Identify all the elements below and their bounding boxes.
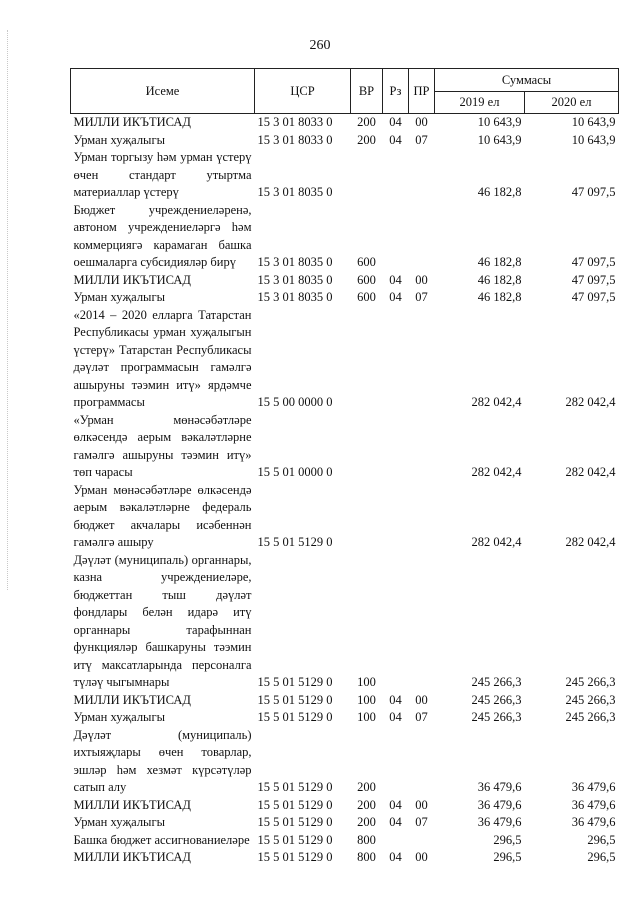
row-amount-2019: 282 042,4 — [471, 395, 522, 409]
header-vr: ВР — [351, 69, 383, 114]
table-row — [71, 797, 619, 815]
row-csr-code: 15 5 01 5129 0 — [257, 780, 333, 794]
row-pr-code: 07 — [415, 290, 428, 304]
row-csr-code: 15 5 01 0000 0 — [257, 465, 333, 479]
table-body — [71, 114, 619, 867]
row-name: Дәүләт (муниципаль) органнары, казна учреждениеләре, бюджеттан тыш дәүләт фондлары белән идарә итү органнары тарафыннан функцияләр башкаруны тәэмин итү максатларында персоналга түләү чыгымнары — [73, 552, 252, 689]
row-rz-code — [383, 202, 409, 272]
row-amount-2020: 47 097,5 — [571, 290, 616, 304]
row-rz-code: 04 — [389, 710, 402, 724]
row-rz-code — [383, 832, 409, 850]
row-vr-code — [351, 149, 383, 202]
row-vr-code: 100 — [357, 692, 376, 707]
row-vr-code: 100 — [357, 675, 376, 689]
table-row — [71, 289, 619, 307]
row-name: Урман хуҗалыгы — [73, 815, 165, 829]
table-row — [71, 482, 619, 552]
row-name: Башка бюджет ассигнованиеләре — [73, 832, 250, 847]
row-pr-code: 07 — [415, 815, 428, 829]
row-csr-code: 15 5 01 5129 0 — [257, 535, 333, 549]
row-rz-code: 04 — [389, 115, 402, 129]
row-rz-code — [383, 727, 409, 797]
row-csr-code: 15 3 01 8035 0 — [257, 272, 333, 287]
row-amount-2020: 47 097,5 — [571, 255, 616, 269]
header-name: Исеме — [71, 69, 255, 114]
header-year-2020: 2020 ел — [525, 92, 619, 114]
row-rz-code: 04 — [389, 290, 402, 304]
row-vr-code: 600 — [357, 272, 376, 287]
row-rz-code — [383, 149, 409, 202]
row-pr-code: 00 — [415, 692, 428, 707]
row-rz-code: 04 — [389, 797, 402, 812]
row-amount-2019: 46 182,8 — [477, 185, 522, 199]
row-amount-2020: 282 042,4 — [565, 465, 616, 479]
row-pr-code: 00 — [415, 115, 428, 129]
row-rz-code: 04 — [389, 272, 402, 287]
row-name: Урман хуҗалыгы — [73, 290, 165, 304]
row-amount-2019: 296,5 — [493, 832, 522, 847]
table-row — [71, 149, 619, 202]
row-amount-2019: 10 643,9 — [477, 132, 522, 147]
header-pr: ПР — [409, 69, 435, 114]
row-amount-2020: 36 479,6 — [571, 797, 616, 812]
row-pr-code — [409, 727, 435, 797]
row-name: Урман торгызу һәм урман үстерү өчен стандарт утыртма материаллар үстерү — [73, 150, 252, 199]
row-rz-code: 04 — [389, 850, 402, 864]
row-csr-code: 15 3 01 8033 0 — [257, 115, 333, 129]
row-amount-2019: 36 479,6 — [477, 797, 522, 812]
row-name: Урман мөнәсәбәтләре өлкәсендә аерым вәкаләтләрне федераль бюджет акчалары исәбеннән гамәлгә ашыру — [73, 482, 252, 549]
row-rz-code — [383, 552, 409, 692]
row-amount-2019: 36 479,6 — [477, 780, 522, 794]
row-pr-code — [409, 552, 435, 692]
row-pr-code: 00 — [415, 272, 428, 287]
row-amount-2020: 245 266,3 — [565, 675, 616, 689]
row-pr-code — [409, 202, 435, 272]
row-name: Бюджет учреждениеләренә, автоном учреждениеләргә һәм коммерциягә карамаган башка оешмаларга субсидияләр бирү — [73, 202, 252, 269]
row-amount-2020: 282 042,4 — [565, 395, 616, 409]
row-pr-code: 00 — [415, 850, 428, 864]
row-name: «Урман мөнәсәбәтләре өлкәсендә аерым вәкаләтләрне гамәлгә ашыруны тәэмин итү» төп чарасы — [73, 412, 252, 479]
row-amount-2019: 10 643,9 — [477, 115, 522, 129]
table-row — [71, 814, 619, 832]
row-vr-code: 200 — [357, 132, 376, 147]
header-csr: ЦСР — [255, 69, 351, 114]
table-header — [71, 69, 619, 114]
row-csr-code: 15 3 01 8035 0 — [257, 255, 333, 269]
table-row — [71, 412, 619, 482]
table-row — [71, 114, 619, 132]
row-name: МИЛЛИ ИКЪТИСАД — [73, 272, 191, 287]
row-amount-2020: 296,5 — [587, 832, 616, 847]
row-name: МИЛЛИ ИКЪТИСАД — [73, 850, 191, 864]
row-amount-2020: 10 643,9 — [571, 132, 616, 147]
row-amount-2020: 245 266,3 — [565, 692, 616, 707]
row-amount-2020: 282 042,4 — [565, 535, 616, 549]
row-amount-2020: 36 479,6 — [571, 780, 616, 794]
row-amount-2019: 245 266,3 — [471, 710, 522, 724]
row-pr-code: 07 — [415, 710, 428, 724]
row-vr-code: 800 — [357, 850, 376, 864]
table-row — [71, 202, 619, 272]
row-vr-code: 800 — [357, 832, 376, 847]
row-pr-code — [409, 149, 435, 202]
row-pr-code — [409, 832, 435, 850]
row-csr-code: 15 5 01 5129 0 — [257, 832, 333, 847]
header-rz: Рз — [383, 69, 409, 114]
header-year-2019: 2019 ел — [435, 92, 525, 114]
row-amount-2020: 296,5 — [587, 850, 616, 864]
row-rz-code: 04 — [389, 692, 402, 707]
row-rz-code — [383, 412, 409, 482]
row-amount-2020: 47 097,5 — [571, 272, 616, 287]
row-csr-code: 15 5 01 5129 0 — [257, 797, 333, 812]
row-vr-code: 200 — [357, 115, 376, 129]
row-vr-code: 100 — [357, 710, 376, 724]
row-amount-2020: 36 479,6 — [571, 815, 616, 829]
row-amount-2019: 46 182,8 — [477, 255, 522, 269]
table-row — [71, 709, 619, 727]
row-csr-code: 15 5 01 5129 0 — [257, 675, 333, 689]
table-row — [71, 272, 619, 290]
row-amount-2019: 282 042,4 — [471, 535, 522, 549]
row-name: Дәүләт (муниципаль) ихтыяҗлары өчен товарлар, эшләр һәм хезмәт күрсәтүләр сатып алу — [73, 727, 252, 794]
page-number: 260 — [309, 38, 331, 53]
row-amount-2020: 47 097,5 — [571, 185, 616, 199]
row-name: Урман хуҗалыгы — [73, 710, 165, 724]
row-name: МИЛЛИ ИКЪТИСАД — [73, 115, 191, 129]
row-rz-code — [383, 307, 409, 412]
table-row — [71, 849, 619, 867]
row-amount-2019: 46 182,8 — [477, 290, 522, 304]
row-amount-2019: 245 266,3 — [471, 692, 522, 707]
row-csr-code: 15 5 01 5129 0 — [257, 815, 333, 829]
row-pr-code: 07 — [415, 132, 428, 147]
table-row — [71, 832, 619, 850]
row-amount-2019: 245 266,3 — [471, 675, 522, 689]
header-sums: Суммасы — [435, 69, 619, 92]
row-vr-code: 200 — [357, 780, 376, 794]
row-vr-code — [351, 482, 383, 552]
row-amount-2019: 36 479,6 — [477, 815, 522, 829]
row-name: МИЛЛИ ИКЪТИСАД — [73, 797, 191, 812]
table-row — [71, 692, 619, 710]
row-csr-code: 15 5 01 5129 0 — [257, 692, 333, 707]
row-vr-code: 200 — [357, 815, 376, 829]
row-pr-code — [409, 307, 435, 412]
row-csr-code: 15 3 01 8035 0 — [257, 185, 333, 199]
budget-table — [70, 68, 619, 867]
row-csr-code: 15 3 01 8033 0 — [257, 132, 333, 147]
row-amount-2020: 245 266,3 — [565, 710, 616, 724]
row-rz-code — [383, 482, 409, 552]
row-vr-code: 600 — [357, 290, 376, 304]
row-csr-code: 15 5 00 0000 0 — [257, 395, 333, 409]
row-amount-2019: 46 182,8 — [477, 272, 522, 287]
row-amount-2019: 282 042,4 — [471, 465, 522, 479]
row-csr-code: 15 5 01 5129 0 — [257, 710, 333, 724]
row-pr-code — [409, 412, 435, 482]
row-name: «2014 – 2020 елларга Татарстан Республикасы урман хуҗалыгын үстерү» Татарстан Республикасы дәүләт программасын гамәлгә ашыруны тәэмин итү» ярдәмче программасы — [73, 307, 252, 409]
row-pr-code — [409, 482, 435, 552]
table-row — [71, 552, 619, 692]
row-pr-code: 00 — [415, 797, 428, 812]
table-row — [71, 132, 619, 150]
row-name: МИЛЛИ ИКЪТИСАД — [73, 692, 191, 707]
row-csr-code: 15 3 01 8035 0 — [257, 290, 333, 304]
margin-dotted-line — [7, 30, 8, 590]
table-row — [71, 307, 619, 412]
row-amount-2019: 296,5 — [493, 850, 522, 864]
table-row — [71, 727, 619, 797]
row-vr-code — [351, 412, 383, 482]
row-csr-code: 15 5 01 5129 0 — [257, 850, 333, 864]
row-amount-2020: 10 643,9 — [571, 115, 616, 129]
row-rz-code: 04 — [389, 815, 402, 829]
row-rz-code: 04 — [389, 132, 402, 147]
row-vr-code: 200 — [357, 797, 376, 812]
row-vr-code — [351, 307, 383, 412]
row-name: Урман хуҗалыгы — [73, 132, 165, 147]
row-vr-code: 600 — [357, 255, 376, 269]
